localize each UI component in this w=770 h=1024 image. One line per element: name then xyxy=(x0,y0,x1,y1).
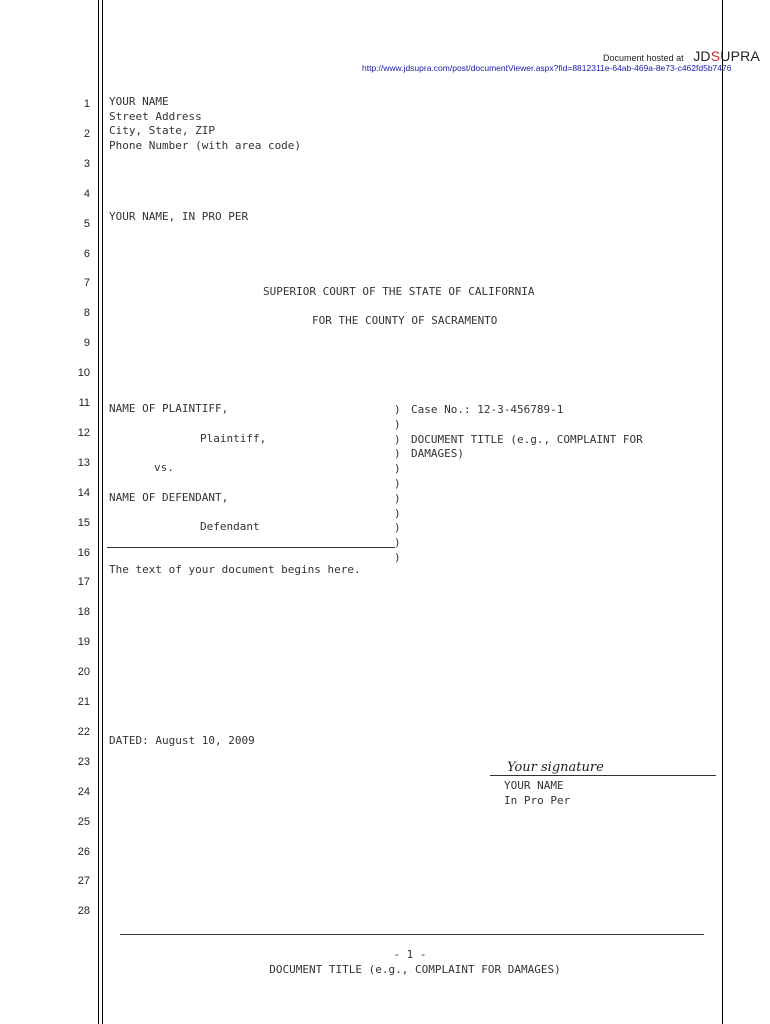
caption-paren: ) xyxy=(394,491,401,505)
caption-paren: ) xyxy=(394,432,401,446)
line-number: 16 xyxy=(77,546,90,559)
line-number: 11 xyxy=(78,397,90,409)
caption-paren: ) xyxy=(394,536,401,550)
document-url-link[interactable]: http://www.jdsupra.com/post/documentViewer.aspx?fid=8812311e-64ab-469a-8e73-c462fd5b7476 xyxy=(362,63,732,73)
line-number: 5 xyxy=(83,217,90,230)
court-name: SUPERIOR COURT OF THE STATE OF CALIFORNIA xyxy=(263,285,535,298)
jdsupra-logo: JDSUPRA xyxy=(693,48,760,64)
line-number: 8 xyxy=(83,307,90,320)
caption-paren: ) xyxy=(394,462,401,476)
line-number: 7 xyxy=(83,277,90,290)
line-number: 2 xyxy=(83,127,90,140)
defendant-name: NAME OF DEFENDANT, xyxy=(109,491,229,504)
attorney-in-pro-per: YOUR NAME, IN PRO PER xyxy=(109,210,249,223)
signer-role: In Pro Per xyxy=(504,794,571,807)
line-number: 27 xyxy=(77,875,90,888)
attorney-name: YOUR NAME xyxy=(109,95,169,108)
caption-paren: ) xyxy=(394,521,401,535)
line-number: 3 xyxy=(83,157,90,170)
plaintiff-role: Plaintiff, xyxy=(200,432,267,445)
line-number: 24 xyxy=(77,785,90,798)
footer-rule xyxy=(120,934,704,935)
court-county: FOR THE COUNTY OF SACRAMENTO xyxy=(312,314,498,327)
left-margin-rule-outer xyxy=(98,0,99,1024)
line-number: 14 xyxy=(77,486,90,499)
line-number: 25 xyxy=(77,815,90,828)
line-number: 20 xyxy=(77,666,90,679)
dated-line: DATED: August 10, 2009 xyxy=(109,734,255,747)
caption-underline xyxy=(107,547,395,548)
line-number: 22 xyxy=(77,725,90,738)
caption-paren: ) xyxy=(394,551,401,564)
signature-line xyxy=(490,775,716,776)
caption-paren: ) xyxy=(394,477,401,490)
case-number: Case No.: 12-3-456789-1 xyxy=(411,403,564,416)
plaintiff-name: NAME OF PLAINTIFF, xyxy=(109,402,229,415)
line-number: 15 xyxy=(77,516,90,529)
line-number: 10 xyxy=(77,367,90,380)
document-title-line1: DOCUMENT TITLE (e.g., COMPLAINT FOR xyxy=(411,433,643,446)
right-margin-rule xyxy=(722,0,723,1024)
signature: Your signature xyxy=(507,760,604,775)
versus: vs. xyxy=(154,461,174,474)
signer-name: YOUR NAME xyxy=(504,779,564,792)
line-number: 17 xyxy=(77,576,90,589)
document-title-line2: DAMAGES) xyxy=(411,447,464,460)
left-margin-rule-inner xyxy=(102,0,103,1024)
caption-paren: ) xyxy=(394,447,401,461)
line-number: 6 xyxy=(83,247,90,260)
caption-paren: ) xyxy=(394,417,401,431)
line-number: 23 xyxy=(77,755,90,768)
line-number: 13 xyxy=(77,456,90,469)
line-number: 26 xyxy=(77,845,90,858)
caption-paren: ) xyxy=(394,403,401,416)
defendant-role: Defendant xyxy=(200,520,260,533)
body-text: The text of your document begins here. xyxy=(109,563,361,576)
line-number: 9 xyxy=(83,337,90,350)
attorney-phone: Phone Number (with area code) xyxy=(109,139,302,152)
line-number: 12 xyxy=(77,426,90,439)
attorney-city: City, State, ZIP xyxy=(109,124,215,137)
attorney-street: Street Address xyxy=(109,110,202,123)
footer-document-title: DOCUMENT TITLE (e.g., COMPLAINT FOR DAMAGES) xyxy=(269,963,561,976)
line-number: 4 xyxy=(83,187,90,200)
caption-paren: ) xyxy=(394,506,401,520)
line-number: 18 xyxy=(77,606,90,619)
line-number: 19 xyxy=(77,636,90,649)
page-number: - 1 - xyxy=(393,948,427,961)
line-number: 21 xyxy=(77,696,90,708)
hosted-text: Document hosted at xyxy=(603,53,684,63)
line-number: 1 xyxy=(83,98,90,110)
line-number: 28 xyxy=(77,905,90,918)
